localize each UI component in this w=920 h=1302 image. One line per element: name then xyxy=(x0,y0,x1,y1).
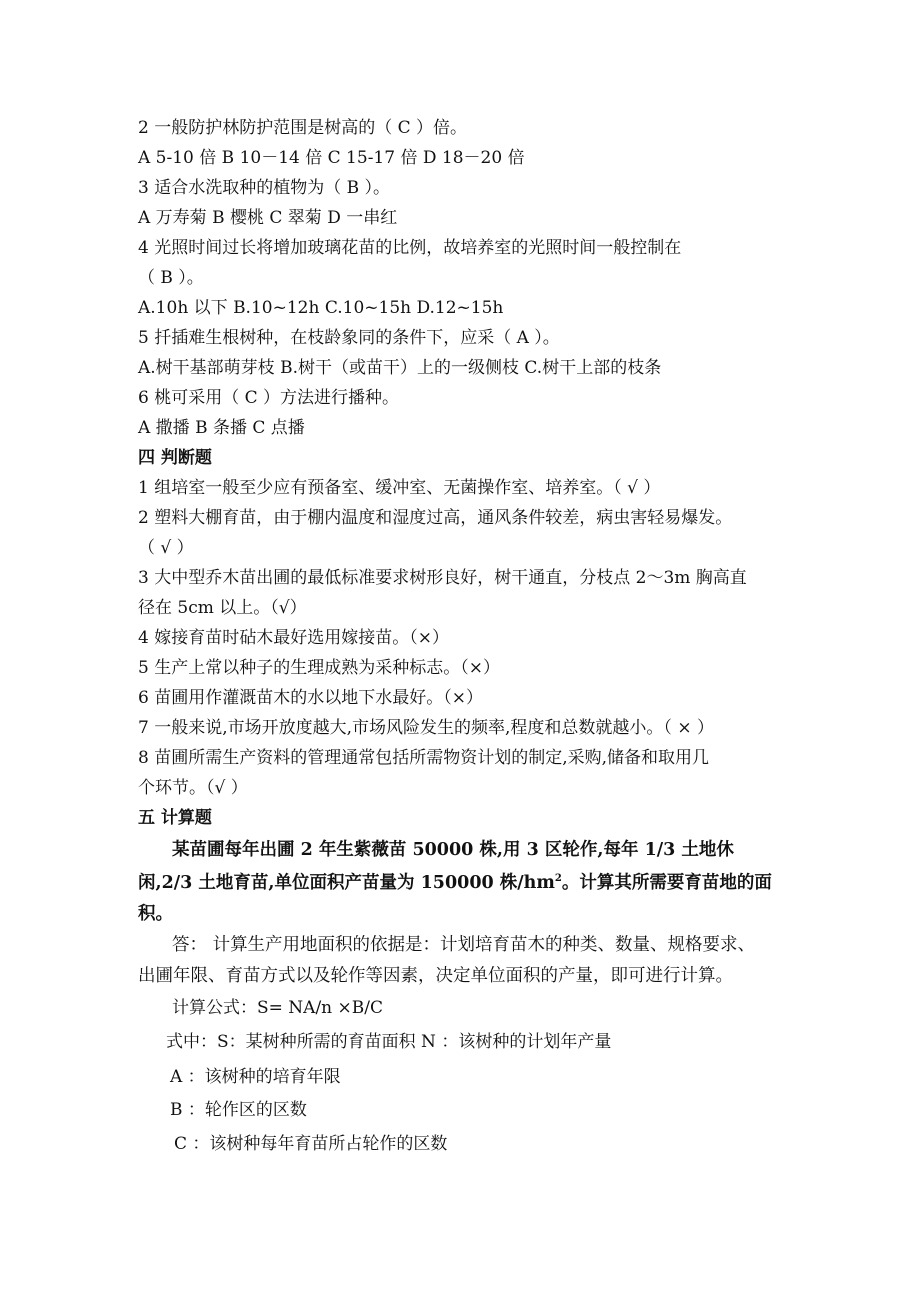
question-2-options: A 5-10 倍 B 10－14 倍 C 15-17 倍 D 18－20 倍 xyxy=(138,148,525,168)
variable-c: C ：该树种每年育苗所占轮作的区数 xyxy=(174,1134,448,1154)
problem-line-2 xyxy=(138,873,772,893)
formula-where: 式中：S：某树种所需的育苗面积 N ：该树种的计划年产量 xyxy=(166,1032,612,1052)
judgment-item: 3 大中型乔木苗出圃的最低标准要求树形良好，树干通直，分枝点 2～3m 胸高直 xyxy=(138,568,747,588)
question-5-options: A.树干基部萌芽枝 B.树干（或苗干）上的一级侧枝 C.树干上部的枝条 xyxy=(138,358,662,378)
variable-b: B ：轮作区的区数 xyxy=(170,1100,307,1120)
variable-a: A ：该树种的培育年限 xyxy=(170,1067,341,1087)
unit-superscript: 2 xyxy=(554,873,562,885)
judgment-item: 6 苗圃用作灌溉苗木的水以地下水最好。（×） xyxy=(138,688,483,708)
question-3: 3 适合水洗取种的植物为（ B ）。 xyxy=(138,178,391,198)
question-4-line-1: 4 光照时间过长将增加玻璃花苗的比例，故培养室的光照时间一般控制在 xyxy=(138,238,682,258)
judgment-item: （ √ ） xyxy=(138,538,194,558)
section-heading-calculation: 五 计算题 xyxy=(138,808,212,828)
judgment-item: 2 塑料大棚育苗，由于棚内温度和湿度过高，通风条件较差，病虫害轻易爆发。 xyxy=(138,508,733,528)
judgment-item: 径在 5cm 以上。（√） xyxy=(138,598,307,618)
answer-line-1: 答： 计算生产用地面积的依据是：计划培育苗木的种类、数量、规格要求、 xyxy=(172,935,756,955)
question-2: 2 一般防护林防护范围是树高的（ C ）倍。 xyxy=(138,118,468,138)
problem-line-3: 积。 xyxy=(138,904,173,924)
question-6: 6 桃可采用（ C ）方法进行播种。 xyxy=(138,388,400,408)
judgment-item: 4 嫁接育苗时砧木最好选用嫁接苗。（×） xyxy=(138,628,449,648)
question-4-line-2: （ B ）。 xyxy=(138,268,204,288)
problem-line-1: 某苗圃每年出圃 2 年生紫薇苗 50000 株,用 3 区轮作,每年 1/3 土地休 xyxy=(172,840,734,860)
formula: 计算公式：S= NA/n ×B/C xyxy=(172,998,383,1018)
judgment-item: 5 生产上常以种子的生理成熟为采种标志。（×） xyxy=(138,658,500,678)
question-4-options: A.10h 以下 B.10~12h C.10~15h D.12~15h xyxy=(138,298,504,318)
question-5: 5 扦插难生根树种，在枝龄象同的条件下，应采（ A ）。 xyxy=(138,328,560,348)
answer-line-2: 出圃年限、育苗方式以及轮作等因素，决定单位面积的产量，即可进行计算。 xyxy=(138,966,733,986)
problem-line-2b: 。计算其所需要育苗地的面 xyxy=(561,873,772,893)
section-heading-judgment: 四 判断题 xyxy=(138,448,212,468)
judgment-item: 7 一般来说,市场开放度越大,市场风险发生的频率,程度和总数就越小。（ × ） xyxy=(138,718,714,738)
question-3-options: A 万寿菊 B 樱桃 C 翠菊 D 一串红 xyxy=(138,208,398,228)
problem-line-2a: 闲,2/3 土地育苗,单位面积产苗量为 150000 株/hm xyxy=(138,873,555,893)
question-6-options: A 撒播 B 条播 C 点播 xyxy=(138,418,305,438)
judgment-item: 1 组培室一般至少应有预备室、缓冲室、无菌操作室、培养室。（ √ ） xyxy=(138,478,661,498)
judgment-item: 个环节。（√ ） xyxy=(138,778,248,798)
judgment-item: 8 苗圃所需生产资料的管理通常包括所需物资计划的制定,采购,储备和取用几 xyxy=(138,748,710,768)
